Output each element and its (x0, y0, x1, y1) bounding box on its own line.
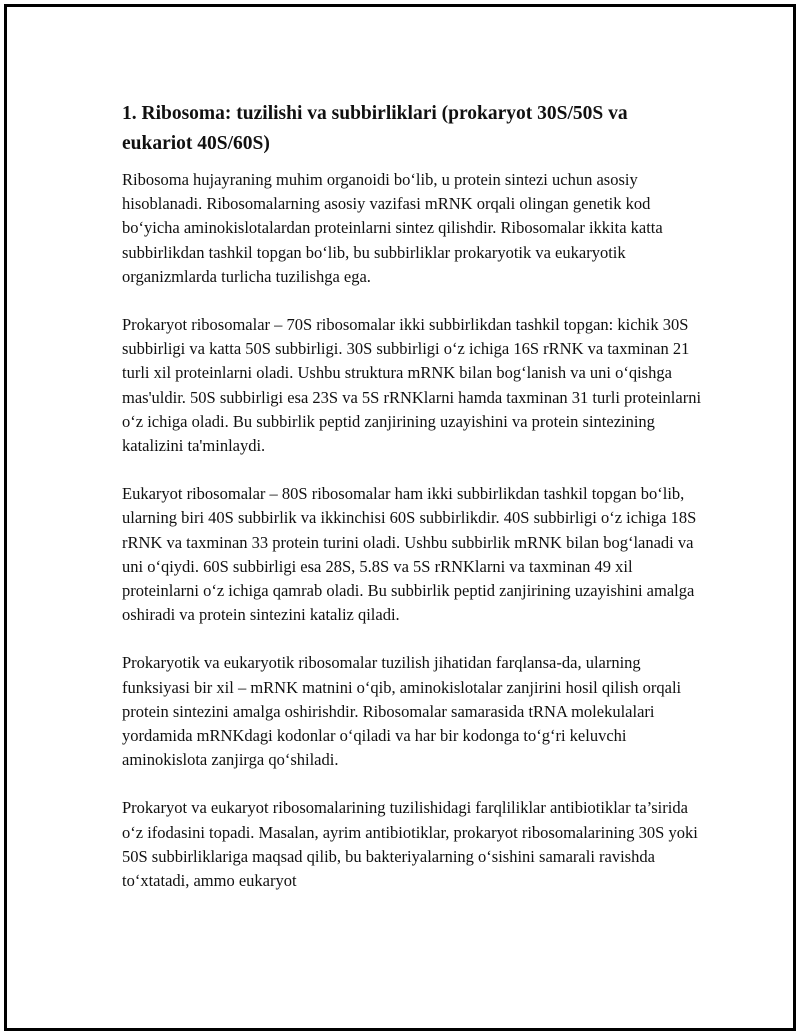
paragraph-eukaryot: Eukaryot ribosomalar – 80S ribosomalar ham ikki subbirlikdan tashkil topgan bo‘lib, ularning biri 40S subbirlik va ikkinchisi 60S subbirlikdir. 40S subbirligi o‘z ichiga 18S rRNK va taxminan 33 protein turini oladi. Ushbu subbirlik mRNK bilan bog‘lanadi va uni o‘qiydi. 60S subbirligi esa 28S, 5.8S va 5S rRNKlarni va taxminan 49 xil proteinlarni o‘z ichiga qamrab oladi. Bu subbirlik peptid zanjirining uzayishini amalga oshiradi va protein sintezini kataliz qiladi. (122, 484, 697, 625)
paragraph-function: Prokaryotik va eukaryotik ribosomalar tuzilish jihatidan farqlansa-da, ularning funksiyasi bir xil – mRNK matnini o‘qib, aminokislotalar zanjirini hosil qilish orqali protein sintezini amalga oshirishdir. Ribosomalar samarasida tRNA molekulalari yordamida mRNKdagi kodonlar o‘qiladi va har bir kodonga to‘g‘ri keluvchi aminokislota zanjirga qo‘shiladi. (122, 653, 682, 770)
paragraph-antibiotics: Prokaryot va eukaryot ribosomalarining tuzilishidagi farqliliklar antibiotiklar ta’sirida o‘z ifodasini topadi. Masalan, ayrim antibiotiklar, prokaryot ribosomalarining 30S yoki 50S subbirliklariga maqsad qilib, bu bakteriyalarning o‘sishini samarali ravishda to‘xtatadi, ammo eukaryot (122, 798, 698, 891)
paragraph-prokaryot: Prokaryot ribosomalar – 70S ribosomalar ikki subbirlikdan tashkil topgan: kichik 30S subbirligi va katta 50S subbirligi. 30S subbirligi o‘z ichiga 16S rRNK va taxminan 21 turli xil proteinlarni oladi. Ushbu struktura mRNK bilan bog‘lanish va uni o‘qishga mas'uldir. 50S subbirligi esa 23S va 5S rRNKlarni hamda taxminan 31 turli proteinlarni o‘z ichiga oladi. Bu subbirlik peptid zanjirining uzayishini va protein sintezining katalizini ta'minlaydi. (122, 315, 702, 456)
paragraph-intro: Ribosoma hujayraning muhim organoidi bo‘lib, u protein sintezi uchun asosiy hisoblanadi. Ribosomalarning asosiy vazifasi mRNK orqali olingan genetik kod bo‘yicha aminokislotalardan proteinlarni sintez qilishdir. Ribosomalar ikkita katta subbirlikdan tashkil topgan bo‘lib, bu subbirliklar prokaryotik va eukaryotik organizmlarda turlicha tuzilishga ega. (122, 170, 663, 286)
document-body (122, 99, 702, 917)
document-title: 1. Ribosoma: tuzilishi va subbirliklari (prokaryot 30S/50S va eukariot 40S/60S) (122, 103, 628, 154)
page-frame (4, 4, 796, 1031)
